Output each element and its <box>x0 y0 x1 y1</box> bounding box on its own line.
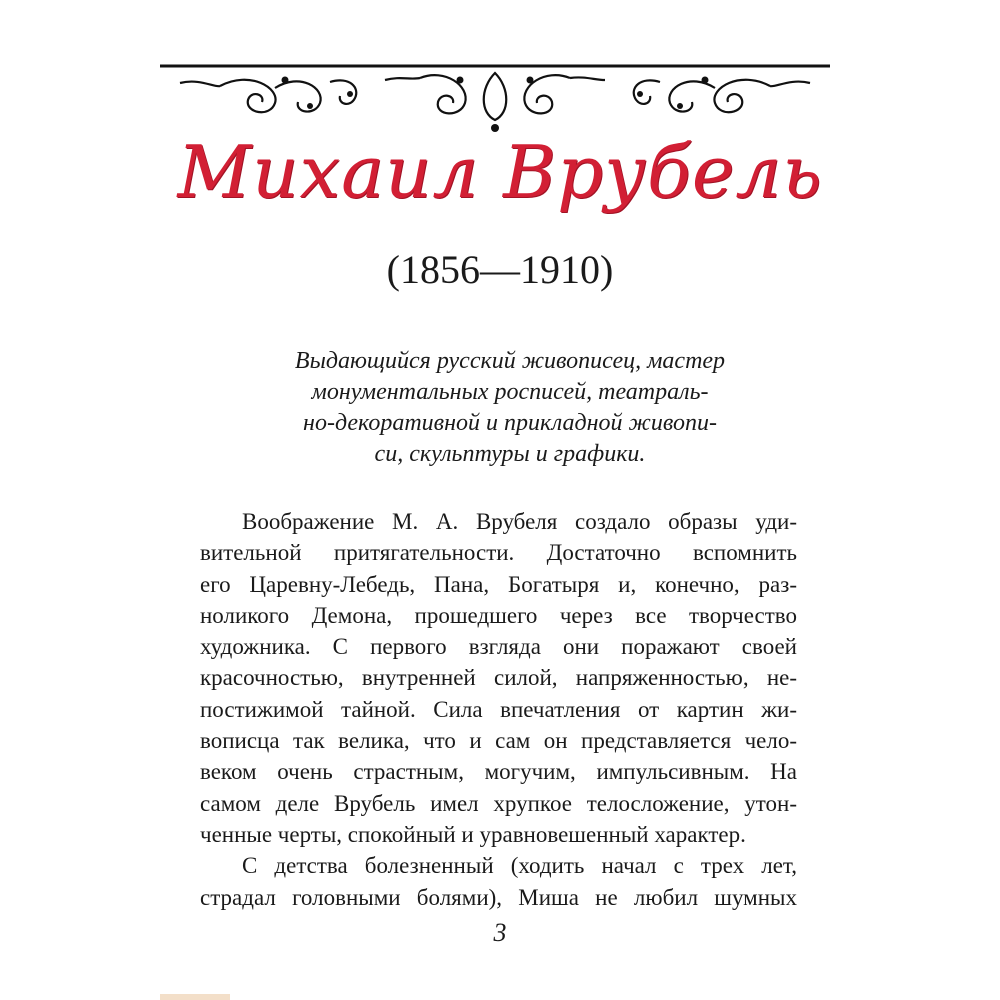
text-line: ноликого Демона, прошедшего через все творчество <box>200 602 797 628</box>
text-line: С детства болезненный (ходить начал с трех лет, <box>242 853 797 879</box>
text-line: страдал головными болями), Миша не любил шумных <box>200 884 797 910</box>
life-years: (1856—1910) <box>386 247 614 292</box>
epigraph-line: Выдающийся русский живописец, мастер <box>294 348 726 374</box>
text-line: вописца так велика, что и сам он представляется чело- <box>200 728 797 754</box>
page-number: 3 <box>493 918 507 947</box>
text-line: веком очень страстным, могучим, импульсивным. На <box>200 759 797 785</box>
page-title: Михаил Врубель <box>177 130 823 214</box>
body-text <box>200 506 797 913</box>
text-line: самом деле Врубель имел хрупкое телосложение, утон- <box>200 790 797 816</box>
epigraph-line: си, скульптуры и графики. <box>374 441 646 467</box>
text-line: его Царевну-Лебедь, Пана, Богатыря и, конечно, раз- <box>200 571 797 597</box>
text-line: художника. С первого взгляда они поражают своей <box>200 634 797 660</box>
text-line: ченные черты, спокойный и уравновешенный характер. <box>200 821 746 847</box>
epigraph-line: но-декоративной и прикладной живопи- <box>303 410 717 436</box>
text-line: красочностью, внутренней силой, напряженностью, не- <box>200 665 797 691</box>
decorative-ornament <box>160 58 830 138</box>
text-line: вительной притягательности. Достаточно вспомнить <box>200 540 797 566</box>
epigraph <box>270 346 750 470</box>
epigraph-line: монументальных росписей, театраль- <box>311 379 709 405</box>
text-line: постижимой тайной. Сила впечатления от картин жи- <box>200 696 797 722</box>
text-line: Воображение М. А. Врубеля создало образы уди- <box>242 509 797 534</box>
scan-edge-mark <box>160 994 230 1000</box>
